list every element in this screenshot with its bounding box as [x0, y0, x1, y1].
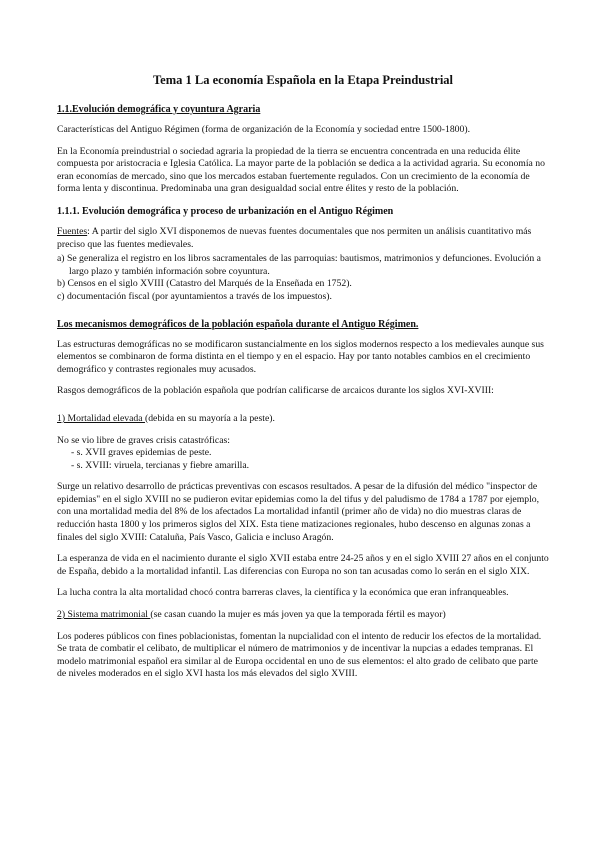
fuentes-paragraph: [57, 226, 549, 251]
paragraph: En la Economía preindustrial o sociedad agraria la propiedad de la tierra se encuentra concentrada en una reducida élite compuesta por aristocracia e Iglesia Católica. La mayor parte de la población se dedica a la actividad agraria. Su economía no eran economías de mercado, sino que los mercados estaban fuertemente regulados. Con un crecimiento de la economía de forma lenta y discontinua. Predominaba una gran desigualdad social entre élites y resto de la población.: [57, 145, 545, 195]
crisis-intro: No se vio libre de graves crisis catastróficas:: [57, 434, 230, 446]
section-heading-mecanismos: Los mecanismos demográficos de la población española durante el Antiguo Régimen.: [57, 318, 419, 330]
crisis-list: [57, 447, 549, 472]
list-item: - s. XVII graves epidemias de peste.: [71, 447, 212, 459]
fuentes-label: Fuentes: [57, 225, 88, 237]
list-item: c) documentación fiscal (por ayuntamientos a través de los impuestos).: [57, 290, 332, 302]
matrimonial-label: 2) Sistema matrimonial: [57, 609, 151, 621]
matrimonial-heading: [57, 609, 549, 622]
mortalidad-heading: [57, 413, 549, 426]
sources-list: [57, 253, 549, 303]
paragraph: Los poderes públicos con fines poblacionistas, fomentan la nupcialidad con el intento de reducir los efectos de la mortalidad. Se trata de combatir el celibato, de multiplicar el número de matrimonios y de incentivar la nupcias a edades tempranas. El modelo matrimonial español era similar al de Europa occidental en uno de sus elementos: el alto grado de celibato que parte de niveles moderados en el siglo XVI hasta los más elevados del siglo XVIII.: [57, 630, 542, 680]
paragraph: La lucha contra la alta mortalidad chocó contra barreras claves, la científica y la económica que eran infranqueables.: [57, 587, 509, 599]
mortalidad-label: 1) Mortalidad elevada: [57, 412, 145, 424]
paragraph: Surge un relativo desarrollo de prácticas preventivas con escasos resultados. A pesar de la difusión del médico "inspector de epidemias" en el siglo XVIII no se pudieron evitar epidemias como la del tifus y del paludismo de 1784 a 1787 por ejemplo, con una mortalidad media del 8% de los afectados La mortalidad infantil (primer año de vida) no dio muestras claras de reducción hasta 1800 y los primeros siglos del XIX. Esta tiene matizaciones regionales, hubo descenso en algunas zonas a finales del siglo XVIII: Cataluña, País Vasco, Galicia e incluso Aragón.: [57, 481, 540, 543]
paragraph: Características del Antiguo Régimen (forma de organización de la Economía y sociedad entre 1500-1800).: [57, 124, 471, 135]
section-heading-1-1: 1.1.Evolución demográfica y coyuntura Agraria: [57, 104, 261, 115]
section-heading-1-1-1: 1.1.1. Evolución demográfica y proceso de urbanización en el Antiguo Régimen: [57, 205, 394, 217]
list-item: - s. XVIII: viruela, tercianas y fiebre amarilla.: [71, 459, 250, 471]
document-content: [57, 73, 549, 690]
fuentes-text: : A partir del siglo XVI disponemos de nuevas fuentes documentales que nos permiten un análisis cuantitativo más preciso que las fuentes medievales.: [57, 225, 532, 250]
document-title: Tema 1 La economía Española en la Etapa Preindustrial: [152, 73, 454, 87]
paragraph: La esperanza de vida en el nacimiento durante el siglo XVII estaba entre 24-25 años y en el siglo XVIII 27 años en el conjunto de España, debido a la mortalidad infantil. Las diferencias con Europa no son tan acusadas como lo serán en el siglo XIX.: [57, 553, 549, 577]
matrimonial-text: (se casan cuando la mujer es más joven ya que la temporada fértil es mayor): [150, 609, 446, 621]
paragraph: Rasgos demográficos de la población española que podrían calificarse de arcaicos durante los siglos XVI-XVIII:: [57, 385, 494, 397]
list-item: a) Se generaliza el registro en los libros sacramentales de las parroquias: bautismos, matrimonios y defunciones. Evolución a largo plazo y también información sobre coyuntura.: [57, 253, 541, 277]
paragraph: Las estructuras demográficas no se modificaron sustancialmente en los siglos modernos respecto a los medievales aunque sus elementos se combinaron de forma distinta en el tiempo y en el espacio. Hay por tanto notables cambios en el crecimiento demográfico y contrastes regionales muy acusados.: [57, 338, 544, 375]
mortalidad-text: (debida en su mayoría a la peste).: [144, 412, 275, 424]
list-item: b) Censos en el siglo XVIII (Catastro del Marqués de la Enseñada en 1752).: [57, 278, 352, 290]
